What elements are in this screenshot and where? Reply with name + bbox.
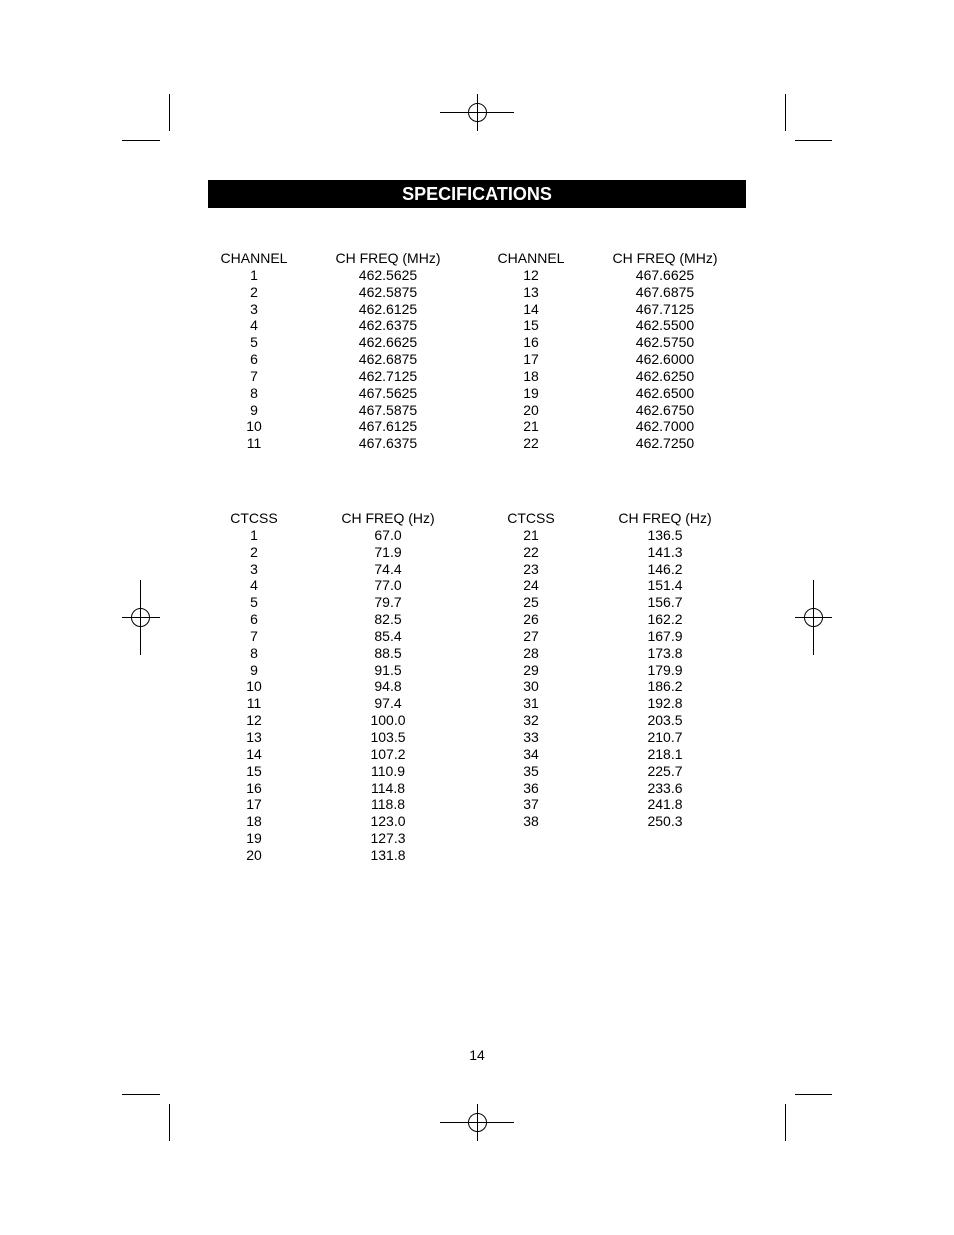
table-cell: 11	[246, 695, 262, 712]
table-cell: 32	[523, 712, 539, 729]
table-cell: 7	[250, 627, 258, 644]
registration-mark-right	[795, 580, 832, 655]
table-cell: 107.2	[370, 745, 406, 762]
table-cell: 21	[523, 526, 539, 543]
table-cell: 15	[523, 317, 539, 334]
table-cell: 1	[250, 526, 258, 543]
table-cell: 110.9	[371, 762, 405, 779]
table-cell: 15	[246, 762, 262, 779]
column-header: CH FREQ (Hz)	[341, 510, 435, 526]
table-cell: 34	[523, 745, 539, 762]
table-cell: 467.6375	[358, 435, 418, 452]
table-cell: 114.8	[371, 779, 405, 796]
table-cell: 23	[523, 560, 539, 577]
table-cell: 26	[523, 611, 539, 628]
table-cell: 4	[250, 577, 258, 594]
channel-right-freq-column	[595, 250, 735, 452]
table-cell: 19	[523, 384, 539, 401]
table-cell: 1	[250, 266, 258, 283]
column-header: CH FREQ (MHz)	[612, 250, 718, 266]
table-cell: 82.5	[374, 611, 402, 628]
table-cell: 462.5875	[358, 283, 418, 300]
registration-mark-bottom	[440, 1104, 514, 1141]
ctcss-right-freq-column	[595, 510, 735, 830]
table-cell: 21	[523, 418, 539, 435]
table-cell: 210.7	[647, 728, 683, 745]
ctcss-right-code-column	[481, 510, 581, 830]
table-cell: 2	[250, 543, 258, 560]
table-cell: 10	[246, 418, 262, 435]
table-cell: 3	[250, 300, 258, 317]
table-cell: 127.3	[370, 830, 406, 847]
table-cell: 88.5	[374, 644, 402, 661]
table-cell: 118.8	[371, 796, 405, 813]
table-cell: 462.6000	[635, 351, 695, 368]
table-cell: 7	[250, 367, 258, 384]
registration-mark-left	[122, 580, 160, 655]
table-cell: 37	[523, 796, 539, 813]
table-cell: 67.0	[374, 526, 402, 543]
channel-left-channel-column	[204, 250, 304, 452]
table-cell: 8	[250, 644, 258, 661]
table-cell: 131.8	[370, 846, 406, 863]
table-cell: 11	[246, 435, 262, 452]
table-cell: 186.2	[647, 678, 683, 695]
table-cell: 2	[250, 283, 258, 300]
table-cell: 162.2	[647, 611, 683, 628]
table-cell: 173.8	[647, 644, 683, 661]
table-cell: 9	[250, 401, 258, 418]
table-cell: 462.6250	[635, 367, 695, 384]
table-cell: 6	[250, 611, 258, 628]
table-cell: 462.6375	[358, 317, 418, 334]
table-cell: 16	[523, 334, 539, 351]
table-cell: 8	[250, 384, 258, 401]
table-cell: 250.3	[647, 813, 683, 830]
table-cell: 77.0	[374, 577, 402, 594]
table-cell: 151.4	[647, 577, 683, 594]
table-cell: 16	[246, 779, 262, 796]
table-cell: 462.5500	[635, 317, 695, 334]
table-cell: 136.5	[647, 526, 683, 543]
table-cell: 146.2	[647, 560, 683, 577]
table-cell: 103.5	[370, 728, 406, 745]
table-cell: 192.8	[647, 695, 683, 712]
column-header: CH FREQ (MHz)	[335, 250, 441, 266]
table-cell: 5	[250, 334, 258, 351]
table-cell: 14	[523, 300, 539, 317]
table-cell: 5	[250, 594, 258, 611]
table-cell: 462.6125	[358, 300, 418, 317]
table-cell: 27	[523, 627, 539, 644]
column-header: CHANNEL	[220, 250, 288, 266]
table-cell: 462.6500	[635, 384, 695, 401]
column-header: CTCSS	[507, 510, 555, 526]
table-cell: 462.6625	[358, 334, 418, 351]
table-cell: 467.7125	[635, 300, 695, 317]
table-cell: 462.5750	[635, 334, 695, 351]
table-cell: 467.5625	[358, 384, 418, 401]
table-cell: 203.5	[647, 712, 683, 729]
table-cell: 12	[523, 266, 539, 283]
table-cell: 22	[523, 435, 539, 452]
table-cell: 462.7000	[635, 418, 695, 435]
table-cell: 28	[523, 644, 539, 661]
table-cell: 17	[523, 351, 539, 368]
table-cell: 233.6	[647, 779, 683, 796]
table-cell: 24	[523, 577, 539, 594]
page-title: SPECIFICATIONS	[208, 180, 746, 208]
table-cell: 218.1	[647, 745, 683, 762]
table-cell: 462.5625	[358, 266, 418, 283]
table-cell: 156.7	[647, 594, 683, 611]
table-cell: 241.8	[647, 796, 683, 813]
table-cell: 91.5	[374, 661, 402, 678]
table-cell: 467.6625	[635, 266, 695, 283]
ctcss-left-freq-column	[318, 510, 458, 864]
table-cell: 462.7250	[635, 435, 695, 452]
channel-left-freq-column	[318, 250, 458, 452]
table-cell: 462.6875	[358, 351, 418, 368]
column-header: CH FREQ (Hz)	[618, 510, 712, 526]
table-cell: 35	[523, 762, 539, 779]
table-cell: 38	[523, 813, 539, 830]
table-cell: 25	[523, 594, 539, 611]
table-cell: 22	[523, 543, 539, 560]
table-cell: 6	[250, 351, 258, 368]
table-cell: 10	[246, 678, 262, 695]
table-cell: 18	[523, 367, 539, 384]
table-cell: 141.3	[647, 543, 683, 560]
registration-mark-top	[440, 94, 514, 131]
table-cell: 13	[523, 283, 539, 300]
table-cell: 462.6750	[635, 401, 695, 418]
table-cell: 225.7	[647, 762, 683, 779]
table-cell: 17	[246, 796, 262, 813]
table-cell: 30	[523, 678, 539, 695]
table-cell: 85.4	[374, 627, 402, 644]
column-header: CHANNEL	[497, 250, 565, 266]
table-cell: 467.6875	[635, 283, 695, 300]
channel-right-channel-column	[481, 250, 581, 452]
ctcss-left-code-column	[204, 510, 304, 864]
table-cell: 179.9	[647, 661, 683, 678]
table-cell: 100.0	[370, 712, 406, 729]
table-cell: 94.8	[374, 678, 402, 695]
table-cell: 18	[246, 813, 262, 830]
table-cell: 33	[523, 728, 539, 745]
table-cell: 462.7125	[358, 367, 418, 384]
table-cell: 4	[250, 317, 258, 334]
column-header: CTCSS	[230, 510, 278, 526]
table-cell: 36	[523, 779, 539, 796]
table-cell: 467.5875	[358, 401, 418, 418]
table-cell: 467.6125	[358, 418, 418, 435]
table-cell: 97.4	[374, 695, 402, 712]
table-cell: 14	[246, 745, 262, 762]
table-cell: 20	[523, 401, 539, 418]
table-cell: 79.7	[374, 594, 402, 611]
table-cell: 167.9	[647, 627, 683, 644]
table-cell: 74.4	[374, 560, 402, 577]
table-cell: 9	[250, 661, 258, 678]
table-cell: 19	[246, 830, 262, 847]
table-cell: 3	[250, 560, 258, 577]
table-cell: 13	[246, 728, 262, 745]
table-cell: 29	[523, 661, 539, 678]
table-cell: 12	[246, 712, 262, 729]
page-number: 14	[469, 1047, 485, 1063]
table-cell: 20	[246, 846, 262, 863]
table-cell: 31	[523, 695, 539, 712]
table-cell: 123.0	[370, 813, 406, 830]
table-cell: 71.9	[374, 543, 402, 560]
